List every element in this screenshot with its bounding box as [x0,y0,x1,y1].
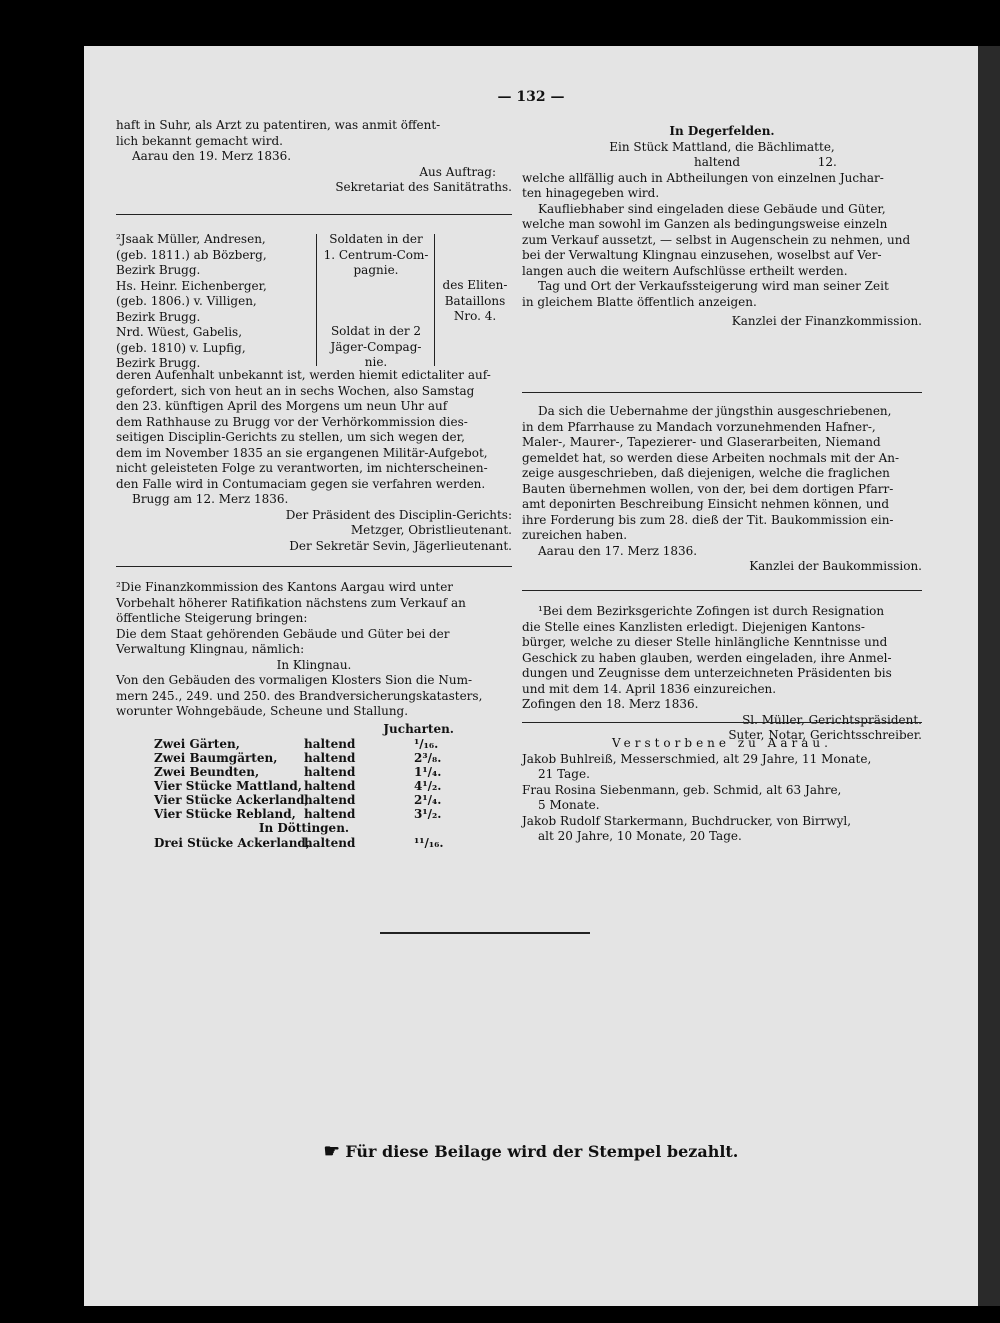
text-line: welche allfällig auch in Abtheilungen von einzelnen Juchar- [522,170,884,185]
table-row [154,779,484,793]
table-row [154,751,484,765]
doettingen-heading: In Döttingen. [258,821,350,835]
land-verb: haltend [694,155,741,169]
text-line: lich bekannt gemacht wird. [116,133,283,148]
text-line: Bauten übernehmen wollen, von der, bei dem dortigen Pfarr- [522,481,894,496]
degerfelden-heading: In Degerfelden. [669,124,775,138]
notice-date: Aarau den 17. Merz 1836. [538,543,698,558]
text-line: Kaufliebhaber sind eingeladen diese Gebäude und Güter, [538,201,886,216]
text-line: Nrd. Wüest, Gabelis, [116,325,243,339]
land-value: 3¹/₂. [414,807,442,821]
left-column [116,118,512,196]
notice-date: Zofingen den 18. Merz 1836. [522,697,699,711]
text-line: Bataillons [444,293,506,308]
land-item: Vier Stücke Rebland, [154,807,296,821]
sanitaet-notice [116,118,512,196]
page-number: — 132 — [497,89,565,105]
unit-label-2 [322,324,430,371]
text-line: Nro. 4. [453,309,497,323]
land-verb: haltend [304,737,356,751]
text-line: zureichen haben. [522,528,628,542]
text-line: pagnie. [353,263,399,277]
land-verb: haltend [304,751,356,765]
degerfelden-row [522,155,922,171]
table-row [154,793,484,807]
text-line: 1. Centrum-Com- [323,247,429,262]
land-item: Zwei Baumgärten, [154,751,278,765]
brace [434,234,435,366]
text-line: nicht geleisteten Folge zu verantworten, im nichterscheinen- [116,461,488,475]
signature-line: Sekretariat des Sanitätraths. [335,180,512,194]
text-line: deren Aufenhalt unbekannt ist, werden hiemit edictaliter auf- [116,368,491,382]
brace [316,234,317,366]
text-line: Bezirk Brugg. [116,309,201,324]
table-row [154,737,484,751]
newspaper-page [84,46,978,1306]
text-line: seitigen Disciplin-Gerichts zu stellen, um sich wegen der, [116,430,465,444]
text-line: Die dem Staat gehörenden Gebäude und Güter bei der [116,626,450,641]
signature-line: Kanzlei der Baukommission. [749,559,922,573]
text-line: welche man sowohl im Ganzen als bedingungsweise einzeln [522,217,888,231]
footer-text: Für diese Beilage wird der Stempel bezahlt. [345,1142,739,1161]
divider [116,214,512,215]
text-line: langen auch die weitern Aufschlüsse ertheilt werden. [522,263,848,278]
signature-line: Der Sekretär Sevin, Jägerlieutenant. [289,538,512,553]
text-line: (geb. 1811.) ab Bözberg, [116,247,267,262]
book-spine [978,46,1000,1306]
deaths-heading: Verstorbene zu Aarau. [612,736,832,750]
divider [522,392,922,393]
text-line: den Falle wird in Contumaciam gegen sie verfahren werden. [116,476,486,491]
divider [116,566,512,567]
land-value: 2³/₈. [414,751,442,765]
pointing-hand-icon: ☛ [323,1141,340,1162]
text-line: alt 20 Jahre, 10 Monate, 20 Tage. [538,829,742,843]
land-verb: haltend [304,793,356,807]
text-line: Hs. Heinr. Eichenberger, [116,278,267,293]
land-value: 1¹/₄. [414,765,442,779]
soldier-names [116,232,311,372]
text-line: zeige ausgeschrieben, daß diejenigen, welche die fraglichen [522,466,890,480]
signature-line: Der Präsident des Disciplin-Gerichts: [285,507,512,522]
divider [522,590,922,591]
text-line: amt deponirten Beschreibung Einsicht nehmen können, und [522,497,890,511]
text-line: Frau Rosina Siebenmann, geb. Schmid, alt 63 Jahre, [522,782,842,797]
text-line: worunter Wohngebäude, Scheune und Stallung. [116,704,409,718]
text-line: haft in Suhr, als Arzt zu patentiren, was anmit öffent- [116,118,441,132]
text-line: Bezirk Brugg. [116,356,201,370]
text-line: dem im November 1835 an sie ergangenen Militär-Aufgebot, [116,445,488,460]
land-verb: haltend [304,765,356,779]
text-line: ihre Forderung bis zum 28. dieß der Tit. Baukommission ein- [522,512,894,527]
text-line: in dem Pfarrhause zu Mandach vorzunehmenden Hafner-, [522,419,876,434]
soldiers-notice [116,232,512,368]
soldiers-body [116,368,512,554]
baukommission-notice [522,404,922,575]
text-line: Vorbehalt höherer Ratifikation nächstens zum Verkauf an [116,595,466,610]
text-line: Soldat in der 2 [330,324,422,338]
text-line: den 23. künftigen April des Morgens um neun Uhr auf [116,399,448,413]
signature-line: Sl. Müller, Gerichtspräsident. [742,712,922,727]
text-line: (geb. 1806.) v. Villigen, [116,294,257,308]
text-line: bürger, welche zu dieser Stelle hinlängliche Kenntnisse und [522,635,888,649]
notice-date: Brugg am 12. Merz 1836. [132,492,289,506]
text-line: Da sich die Uebernahme der jüngsthin ausgeschriebenen, [538,404,892,418]
finanz-notice [116,580,512,720]
text-line: ten hinagegeben wird. [522,186,660,200]
text-line: Verwaltung Klingnau, nämlich: [116,642,305,656]
footer [84,1141,978,1162]
text-line: 21 Tage. [538,767,590,781]
land-table [154,722,484,850]
text-line: ¹Bei dem Bezirksgerichte Zofingen ist durch Resignation [538,604,885,618]
land-verb: haltend [304,807,356,821]
text-line: (geb. 1810) v. Lupfig, [116,340,246,355]
signature-line: Kanzlei der Finanzkommission. [731,314,922,328]
land-verb: haltend [304,779,356,793]
text-line: Soldaten in der [329,232,423,246]
land-verb: haltend [304,836,356,850]
text-line: dungen und Zeugnisse dem unterzeichneten Präsidenten bis [522,666,892,680]
text-line: in gleichem Blatte öffentlich anzeigen. [522,294,757,309]
text-line: gemeldet hat, so werden diese Arbeiten nochmals mit der An- [522,450,900,465]
table-row [154,807,484,821]
land-item: Drei Stücke Ackerland, [154,836,310,850]
signature-line: Metzger, Obristlieutenant. [350,523,512,537]
land-item: Zwei Beundten, [154,765,260,779]
land-item: Vier Stücke Mattland, [154,779,302,793]
land-item: Zwei Gärten, [154,737,240,751]
end-rule [380,932,590,934]
land-value: 12. [817,155,837,169]
land-value: ¹¹/₁₆. [414,836,444,850]
degerfelden-item: Ein Stück Mattland, die Bächlimatte, [609,139,835,154]
divider [522,722,922,723]
unit-label-1 [322,232,430,279]
text-line: Jakob Rudolf Starkermann, Buchdrucker, von Birrwyl, [522,813,852,828]
land-value: ¹/₁₆. [414,737,439,751]
signature-line: Suter, Notar, Gerichtsschreiber. [728,728,922,742]
deaths-notice [522,736,922,845]
text-line: 5 Monate. [538,798,600,812]
text-line: und mit dem 14. April 1836 einzureichen. [522,681,777,696]
text-line: gefordert, sich von heut an in sechs Wochen, also Samstag [116,383,475,398]
notice-date: Aarau den 19. Merz 1836. [132,149,292,163]
table-row [154,836,484,850]
text-line: mern 245., 249. und 250. des Brandversicherungskatasters, [116,688,483,703]
table-header: Jucharten. [383,722,454,736]
text-line: dem Rathhause zu Brugg vor der Verhörkommission dies- [116,414,468,429]
text-line: Maler-, Maurer-, Tapezierer- und Glaserarbeiten, Niemand [522,435,881,449]
land-value: 4¹/₂. [414,779,442,793]
text-line: die Stelle eines Kanzlisten erledigt. Diejenigen Kantons- [522,619,865,634]
text-line: nie. [364,355,388,369]
battalion-label [438,278,512,325]
right-column [522,124,922,330]
klingnau-heading: In Klingnau. [276,657,352,672]
text-line: zum Verkauf aussetzt, — selbst in Augenschein zu nehmen, und [522,232,911,247]
signature-line: Aus Auftrag: [419,164,496,179]
land-item: Vier Stücke Ackerland, [154,793,309,807]
text-line: bei der Verwaltung Klingnau einzusehen, woselbst auf Ver- [522,248,882,262]
text-line: Jakob Buhlreiß, Messerschmied, alt 29 Jahre, 11 Monate, [522,751,872,766]
text-line: Tag und Ort der Verkaufssteigerung wird man seiner Zeit [538,279,889,293]
text-line: Von den Gebäuden des vormaligen Klosters Sion die Num- [116,673,473,687]
text-line: öffentliche Steigerung bringen: [116,611,308,625]
text-line: ²Jsaak Müller, Andresen, [116,232,266,246]
text-line: Jäger-Compag- [330,339,422,354]
text-line: ²Die Finanzkommission des Kantons Aargau wird unter [116,580,454,594]
text-line: Bezirk Brugg. [116,263,201,277]
text-line: des Eliten- [442,278,508,292]
table-row [154,765,484,779]
land-value: 2¹/₄. [414,793,442,807]
text-line: Geschick zu haben glauben, werden eingeladen, ihre Anmel- [522,650,892,665]
